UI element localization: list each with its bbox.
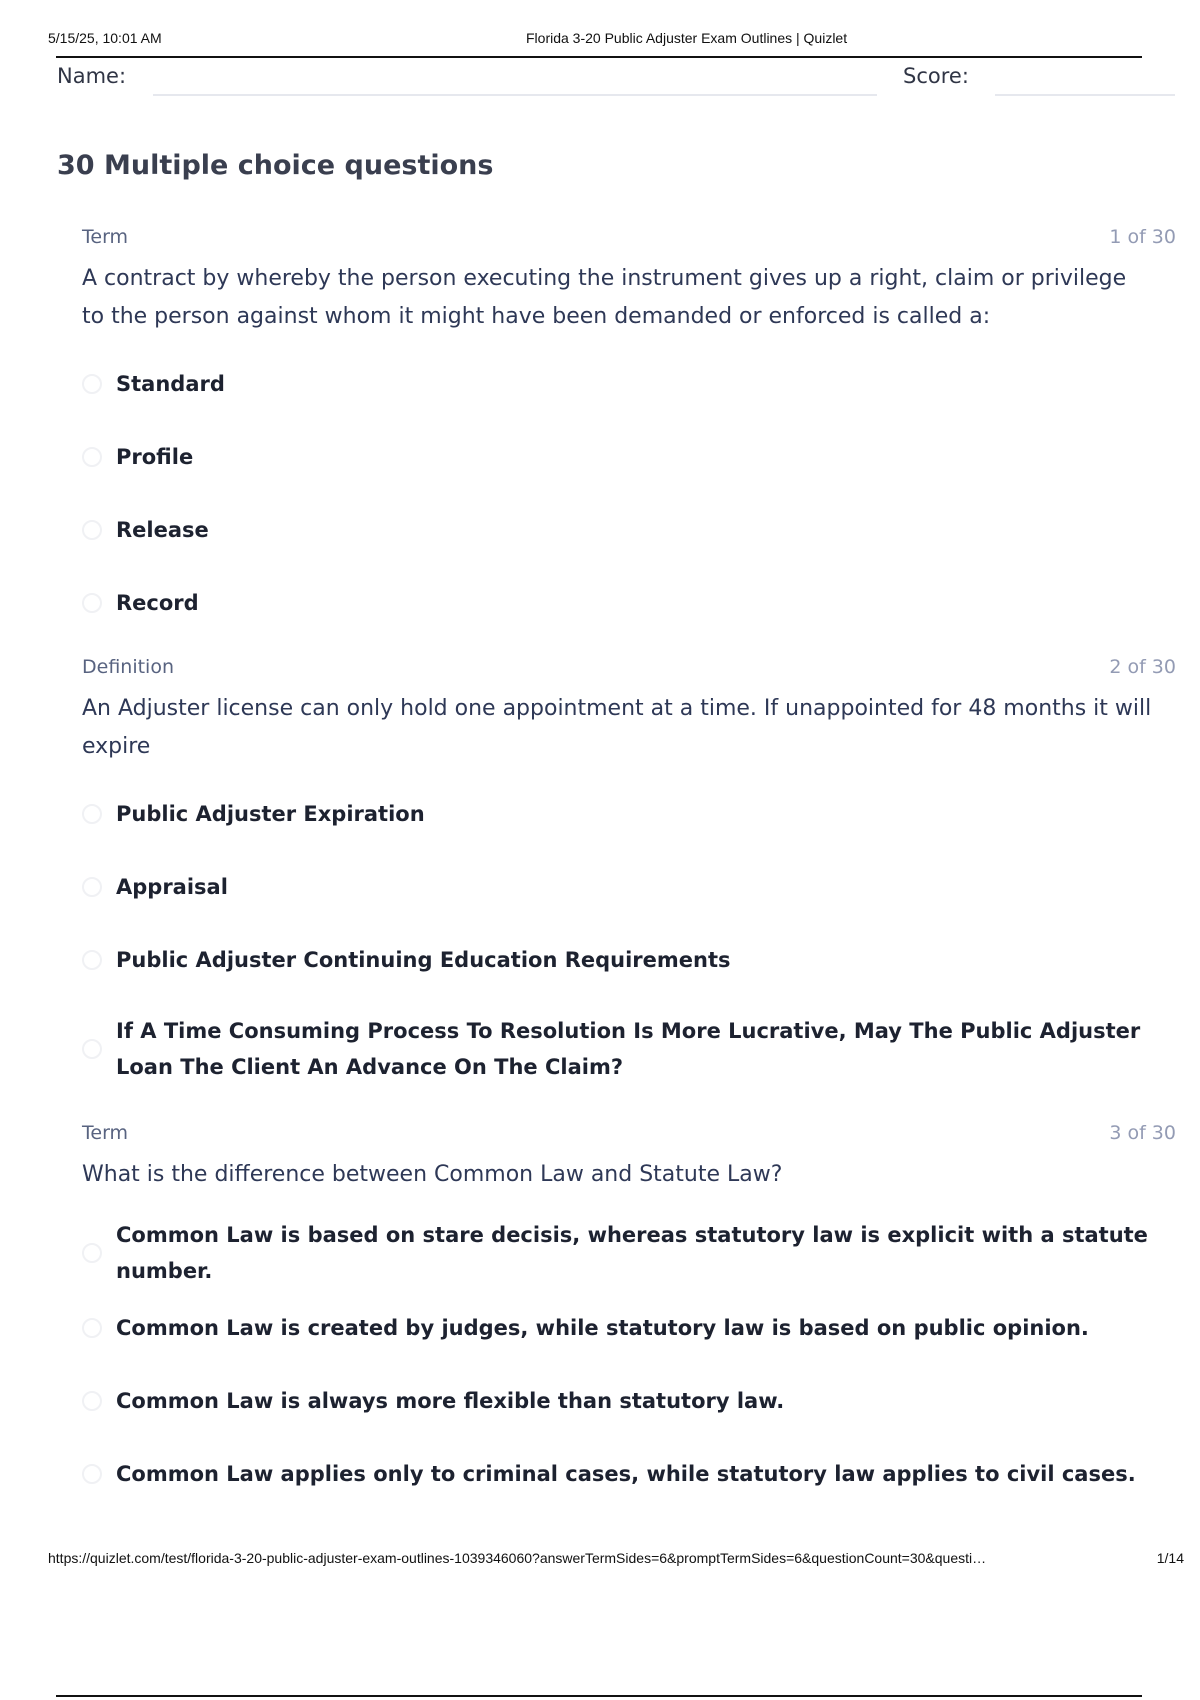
question-counter: 2 of 30 xyxy=(1109,656,1176,678)
question-type-label: Term xyxy=(82,1122,129,1144)
answer-option[interactable] xyxy=(82,942,1176,978)
answer-option-label: Common Law is created by judges, while statutory law is based on public opinion. xyxy=(116,1316,1089,1340)
bottom-divider xyxy=(56,1695,1142,1697)
page-number: 1/14 xyxy=(1156,1550,1184,1566)
radio-button[interactable] xyxy=(82,804,102,824)
answer-option[interactable] xyxy=(82,366,1176,402)
radio-button[interactable] xyxy=(82,1039,102,1059)
question-counter: 3 of 30 xyxy=(1109,1122,1176,1144)
radio-button[interactable] xyxy=(82,1391,102,1411)
answer-option-label: Standard xyxy=(116,372,225,396)
section-heading: 30 Multiple choice questions xyxy=(57,150,494,181)
radio-button[interactable] xyxy=(82,520,102,540)
question-type-label: Definition xyxy=(82,656,175,678)
answer-option[interactable] xyxy=(82,796,1176,832)
radio-button[interactable] xyxy=(82,374,102,394)
answer-option[interactable] xyxy=(82,1456,1176,1492)
question-prompt: A contract by whereby the person executing the instrument gives up a right, claim or privilege to the person against whom it might have been demanded or enforced is called a: xyxy=(82,266,1127,329)
answer-option[interactable] xyxy=(82,1383,1176,1419)
answer-option[interactable] xyxy=(82,1217,1176,1289)
answer-option-label: Common Law applies only to criminal cases, while statutory law applies to civil cases. xyxy=(116,1462,1136,1486)
question-prompt: What is the difference between Common Law and Statute Law? xyxy=(82,1162,783,1187)
answer-option[interactable] xyxy=(82,1310,1176,1346)
name-field-line[interactable] xyxy=(153,94,877,96)
print-page-title: Florida 3-20 Public Adjuster Exam Outlines | Quizlet xyxy=(526,30,848,46)
radio-button[interactable] xyxy=(82,593,102,613)
answer-option[interactable] xyxy=(82,869,1176,905)
header-divider xyxy=(56,56,1142,58)
radio-button[interactable] xyxy=(82,1243,102,1263)
radio-button[interactable] xyxy=(82,950,102,970)
score-field-line[interactable] xyxy=(995,94,1175,96)
radio-button[interactable] xyxy=(82,877,102,897)
answer-option[interactable] xyxy=(82,1013,1176,1085)
print-date: 5/15/25, 10:01 AM xyxy=(48,30,162,46)
answer-option-label: Common Law is always more flexible than statutory law. xyxy=(116,1389,785,1413)
name-label: Name: xyxy=(57,64,127,88)
question-type-label: Term xyxy=(82,226,129,248)
score-label: Score: xyxy=(903,64,969,88)
radio-button[interactable] xyxy=(82,447,102,467)
answer-option-label: Release xyxy=(116,518,209,542)
answer-option-label: Appraisal xyxy=(116,875,228,899)
question-counter: 1 of 30 xyxy=(1109,226,1176,248)
question-prompt: An Adjuster license can only hold one appointment at a time. If unappointed for 48 months it will expire xyxy=(82,696,1152,759)
answer-option[interactable] xyxy=(82,439,1176,475)
answer-option-label: Record xyxy=(116,591,199,615)
answer-option[interactable] xyxy=(82,585,1176,621)
answer-option-label: Public Adjuster Expiration xyxy=(116,802,425,826)
answer-option[interactable] xyxy=(82,512,1176,548)
print-url: https://quizlet.com/test/florida-3-20-public-adjuster-exam-outlines-1039346060?answerTermSides=6&promptTermSides=6&questionCount=30&questi… xyxy=(48,1550,987,1566)
name-score-row xyxy=(57,64,1177,100)
answer-option-label: If A Time Consuming Process To Resolution Is More Lucrative, May The Public Adjuster Loan The Client An Advance On The Claim? xyxy=(116,1019,1141,1079)
answer-option-label: Profile xyxy=(116,445,194,469)
answer-option-label: Public Adjuster Continuing Education Requirements xyxy=(116,948,731,972)
radio-button[interactable] xyxy=(82,1464,102,1484)
answer-option-label: Common Law is based on stare decisis, whereas statutory law is explicit with a statute number. xyxy=(116,1223,1148,1283)
radio-button[interactable] xyxy=(82,1318,102,1338)
